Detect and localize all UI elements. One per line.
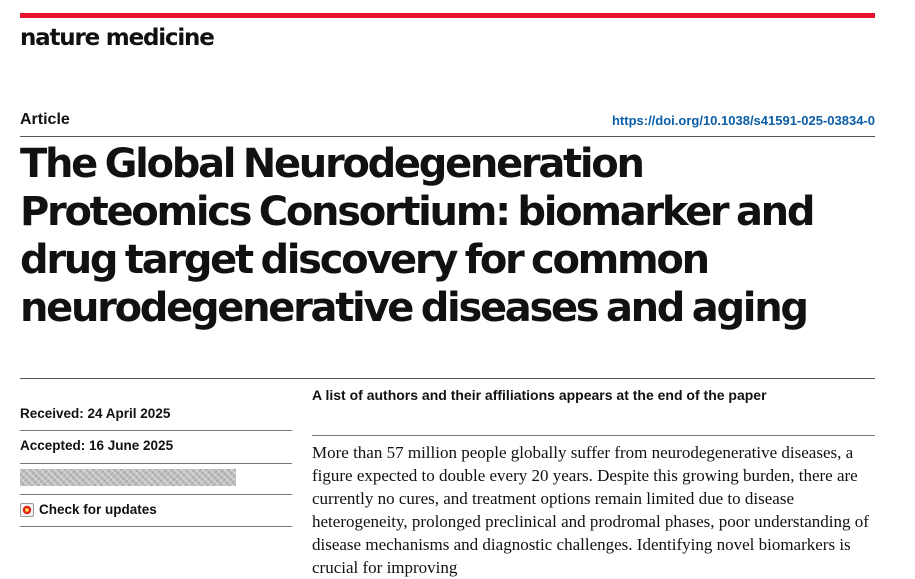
meta-divider [20, 494, 292, 495]
accepted-date: Accepted: 16 June 2025 [20, 438, 174, 453]
section-divider [20, 378, 875, 379]
check-for-updates-button[interactable] [20, 501, 157, 518]
abstract-text: More than 57 million people globally suffer from neurodegenerative diseases, a figure expected to double every 20 years. Despite this growing burden, there are currently no cures, and treatment options remain limited due to disease heterogeneity, prolonged preclinical and prodromal phases, poor understanding of disease mechanisms and diagnostic challenges. Identifying novel biomarkers is crucial for improving [312, 443, 869, 577]
doi-link[interactable]: https://doi.org/10.1038/s41591-025-03834-0 [611, 113, 875, 128]
journal-name: nature medicine [20, 25, 214, 51]
journal-top-bar [20, 13, 875, 18]
meta-divider [20, 430, 292, 431]
redacted-block [20, 469, 236, 486]
received-date: Received: 24 April 2025 [20, 406, 171, 421]
article-type-label: Article [20, 111, 70, 128]
article-title: The Global Neurodegeneration Proteomics Consortium: biomarker and drug target discovery for common neurodegenerative diseases and aging [20, 141, 814, 331]
affiliations-note: A list of authors and their affiliations appears at the end of the paper [312, 387, 767, 403]
meta-divider [20, 526, 292, 527]
check-for-updates-label: Check for updates [39, 502, 157, 517]
meta-divider [20, 463, 292, 464]
header-divider [20, 136, 875, 137]
crossmark-icon [20, 503, 34, 517]
abstract-divider [312, 435, 875, 436]
